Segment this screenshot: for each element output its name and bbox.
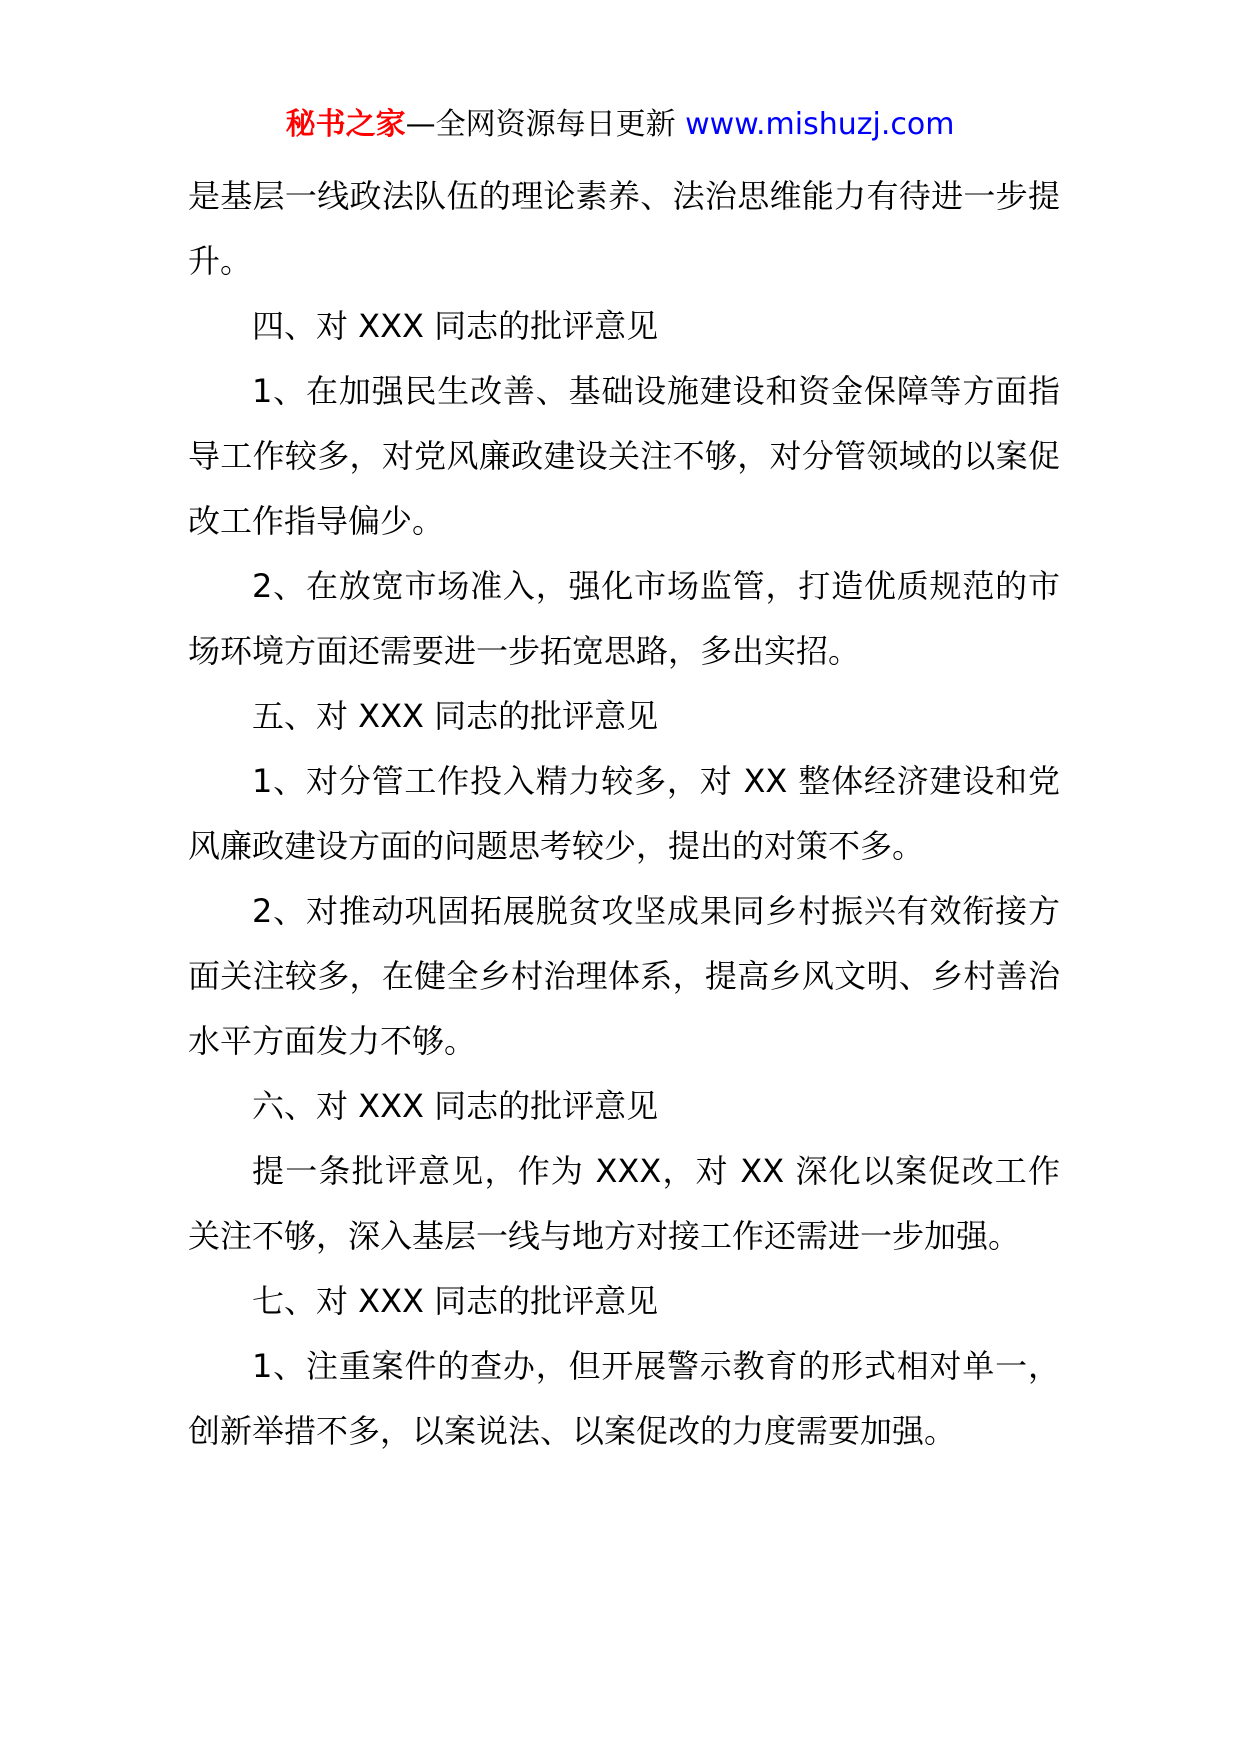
document-body — [188, 164, 1060, 1464]
header-tagline: —全网资源每日更新 — [405, 107, 686, 142]
section-heading-5: 五、对 XXX 同志的批评意见 — [252, 697, 659, 735]
section-heading-6: 六、对 XXX 同志的批评意见 — [252, 1087, 659, 1125]
header-url[interactable]: www.mishuzj.com — [685, 107, 955, 142]
page-header — [0, 100, 1240, 150]
paragraph: 1、在加强民生改善、基础设施建设和资金保障等方面指导工作较多，对党风廉政建设关注不够，对分管领域的以案促改工作指导偏少。 — [188, 372, 1060, 540]
section-heading-7: 七、对 XXX 同志的批评意见 — [252, 1282, 659, 1320]
paragraph: 1、对分管工作投入精力较多，对 XX 整体经济建设和党风廉政建设方面的问题思考较少，提出的对策不多。 — [188, 762, 1060, 865]
paragraph-continuation: 是基层一线政法队伍的理论素养、法治思维能力有待进一步提升。 — [188, 177, 1060, 280]
header-brand: 秘书之家 — [285, 107, 406, 142]
paragraph: 2、在放宽市场准入，强化市场监管，打造优质规范的市场环境方面还需要进一步拓宽思路，多出实招。 — [188, 567, 1060, 670]
paragraph: 2、对推动巩固拓展脱贫攻坚成果同乡村振兴有效衔接方面关注较多，在健全乡村治理体系，提高乡风文明、乡村善治水平方面发力不够。 — [188, 892, 1060, 1060]
paragraph: 1、注重案件的查办，但开展警示教育的形式相对单一，创新举措不多，以案说法、以案促改的力度需要加强。 — [188, 1347, 1060, 1450]
section-heading-4: 四、对 XXX 同志的批评意见 — [252, 307, 659, 345]
paragraph: 提一条批评意见，作为 XXX，对 XX 深化以案促改工作关注不够，深入基层一线与地方对接工作还需进一步加强。 — [188, 1152, 1060, 1255]
